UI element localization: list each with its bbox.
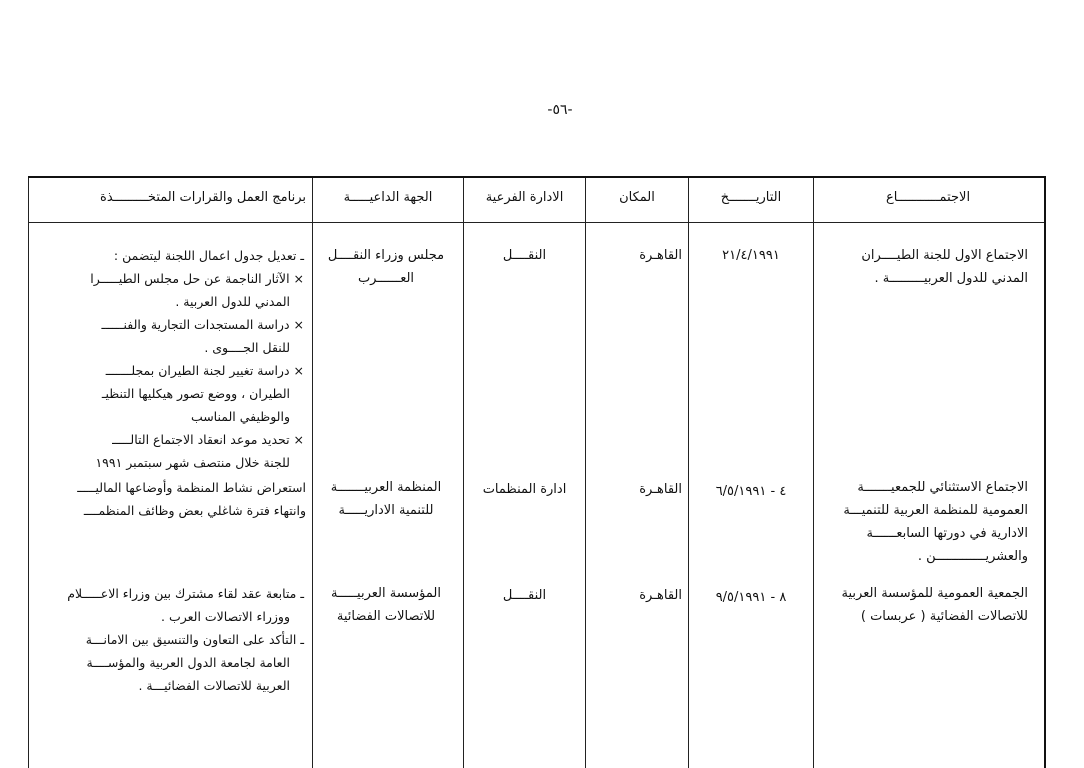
- row1-meeting-line: المدني للدول العربيـــــــــة .: [874, 271, 1028, 286]
- header-program: برنامج العمل والقرارات المتخـــــــــذة: [100, 190, 306, 205]
- column-divider: [813, 178, 814, 768]
- row2-meeting-line: الادارية في دورتها السابعــــــة: [866, 526, 1028, 541]
- row2-inviting-line: المنظمة العربيـــــــة: [330, 480, 442, 495]
- row1-program: [4, 244, 304, 474]
- program-line: استعراض نشاط المنظمة وأوضاعها الماليـــــ: [77, 480, 306, 495]
- header-date: التاريـــــــخ: [720, 190, 782, 205]
- header-inviting-body: الجهة الداعيـــــة: [343, 190, 433, 205]
- program-line: × تحديد موعد انعقاد الاجتماع التالـــــ: [112, 432, 304, 447]
- header-divider: [28, 222, 1044, 223]
- row3-meeting: [818, 582, 1028, 628]
- row2-meeting-line: الاجتماع الاستثنائي للجمعيـــــــة: [857, 480, 1028, 495]
- row3-inviting-body: [316, 582, 456, 628]
- row3-inviting-line: للاتصالات الفضائية: [336, 609, 436, 624]
- row1-department: النقــــل: [502, 248, 547, 263]
- row3-date: ٨ - ٩/٥/١٩٩١: [715, 590, 787, 605]
- row1-inviting-line: مجلس وزراء النقــــل: [327, 248, 445, 263]
- program-line: × دراسة المستجدات التجارية والفنــــــ: [101, 317, 304, 332]
- page-number: -٥٦-: [547, 102, 573, 118]
- program-line: وانتهاء فترة شاغلي بعض وظائف المنظمــــ: [83, 503, 306, 518]
- program-line: للجنة خلال منتصف شهر سبتمبر ١٩٩١: [95, 455, 290, 470]
- program-line: العربية للاتصالات الفضائيـــة .: [138, 678, 290, 693]
- program-line: ـ تعديل جدول اعمال اللجنة ليتضمن :: [113, 248, 304, 263]
- row1-meeting-line: الاجتماع الاول للجنة الطيــــران: [861, 248, 1028, 263]
- row3-meeting-line: للاتصالات الفضائية ( عربسات ): [860, 609, 1028, 624]
- row2-meeting-line: العمومية للمنظمة العربية للتنميـــة: [843, 503, 1028, 518]
- row3-department: النقــــل: [502, 588, 547, 603]
- row1-date: ٢١/٤/١٩٩١: [722, 248, 780, 263]
- row2-program: [22, 476, 306, 522]
- program-line: ووزراء الاتصالات العرب .: [161, 609, 290, 624]
- row2-place: القاهـرة: [639, 482, 682, 497]
- row3-inviting-line: المؤسسة العربيـــــة: [331, 586, 441, 601]
- row2-date: ٤ - ٦/٥/١٩٩١: [715, 484, 787, 499]
- program-line: والوظيفي المناسب: [190, 409, 290, 424]
- row1-inviting-body: [316, 244, 456, 290]
- row3-place: القاهـرة: [639, 588, 682, 603]
- meetings-table: [28, 176, 1046, 768]
- program-line: × الآثار الناجمة عن حل مجلس الطيـــــرا: [90, 271, 304, 286]
- header-department: الادارة الفرعية: [485, 190, 564, 205]
- program-line: الطيران ، ووضع تصور هيكليها التنظيـ: [101, 386, 290, 401]
- row2-inviting-body: [316, 476, 456, 522]
- row3-program: [2, 582, 304, 697]
- header-place: المكان: [619, 190, 655, 205]
- column-divider: [585, 178, 586, 768]
- row2-department: ادارة المنظمات: [482, 482, 567, 497]
- row1-place: القاهـرة: [639, 248, 682, 263]
- row2-meeting: [818, 476, 1028, 568]
- program-line: للنقل الجــــوى .: [204, 340, 290, 355]
- column-divider: [312, 178, 313, 768]
- row2-inviting-line: للتنمية الاداريـــــة: [338, 503, 434, 518]
- program-line: × دراسة تغيير لجنة الطيران بمجلـــــــ: [105, 363, 304, 378]
- header-meeting: الاجتمـــــــــــاع: [885, 190, 971, 205]
- row3-meeting-line: الجمعية العمومية للمؤسسة العربية: [841, 586, 1028, 601]
- row1-meeting: [818, 244, 1028, 290]
- program-line: ـ متابعة عقد لقاء مشترك بين وزراء الاعـــــلام: [67, 586, 304, 601]
- program-line: ـ التأكد على التعاون والتنسيق بين الامانـــة: [85, 632, 304, 647]
- program-line: المدني للدول العربية .: [175, 294, 290, 309]
- program-line: العامة لجامعة الدول العربية والمؤســــة: [86, 655, 290, 670]
- row2-meeting-line: والعشريـــــــــــــن .: [917, 549, 1028, 564]
- row1-inviting-line: العــــــرب: [357, 271, 415, 286]
